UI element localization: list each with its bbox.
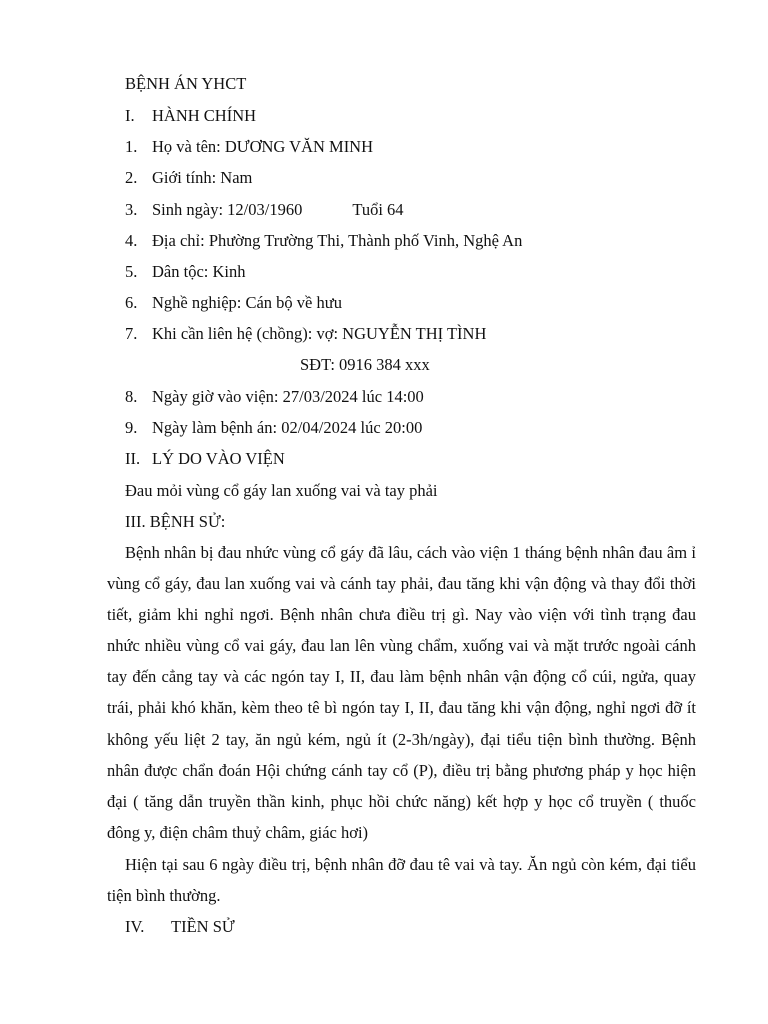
item-text: Dân tộc: Kinh — [152, 262, 246, 281]
history-paragraph-2: Hiện tại sau 6 ngày điều trị, bệnh nhân đỡ đau tê vai và tay. Ăn ngủ còn kém, đại tiểu tiện bình thường. — [107, 855, 696, 906]
section-number: I. — [125, 106, 135, 125]
info-item-name — [125, 137, 373, 157]
item-number: 8. — [125, 387, 138, 406]
item-text: Nghề nghiệp: Cán bộ về hưu — [152, 293, 342, 312]
item-number: 4. — [125, 231, 138, 250]
item-number: 2. — [125, 168, 138, 187]
section-heading-administrative — [125, 106, 256, 126]
section-title: TIỀN SỬ — [171, 917, 235, 936]
info-item-ethnicity — [125, 262, 245, 282]
section-heading-reason — [125, 449, 285, 469]
info-item-admission-time — [125, 387, 424, 407]
item-text: Họ và tên: DƯƠNG VĂN MINH — [152, 137, 374, 156]
item-text: Ngày giờ vào viện: 27/03/2024 lúc 14:00 — [152, 387, 424, 406]
item-number: 9. — [125, 418, 138, 437]
item-number: 6. — [125, 293, 138, 312]
item-text: Địa chỉ: Phường Trường Thi, Thành phố Vinh, Nghệ An — [152, 231, 523, 250]
item-text: Giới tính: Nam — [152, 168, 253, 187]
item-number: 5. — [125, 262, 138, 281]
section-number: IV. — [125, 917, 145, 936]
item-number: 1. — [125, 137, 138, 156]
item-text: Sinh ngày: 12/03/1960 — [152, 200, 303, 219]
contact-phone: SĐT: 0916 384 xxx — [300, 355, 430, 374]
item-number: 7. — [125, 324, 138, 343]
item-text: Ngày làm bệnh án: 02/04/2024 lúc 20:00 — [152, 418, 423, 437]
info-item-address — [125, 231, 522, 251]
section-title: HÀNH CHÍNH — [152, 106, 257, 125]
history-paragraph-1: Bệnh nhân bị đau nhức vùng cổ gáy đã lâu, cách vào viện 1 tháng bệnh nhân đau âm ỉ vùng cổ gáy, đau lan xuống vai và cánh tay phải, đau tăng khi vận động và thay đổi thời tiết, giảm khi nghỉ ngơi. Bệnh nhân chưa điều trị gì. Nay vào viện với tình trạng đau nhức nhiều vùng cổ vai gáy, đau lan lên vùng chẩm, xuống vai và mặt trước ngoài cánh tay đến cẳng tay và các ngón tay I, II, đau làm bệnh nhân vận động cổ cúi, ngửa, quay trái, phải khó khăn, kèm theo tê bì ngón tay I, II, đau tăng khi vận động, nghỉ ngơi đỡ ít không yếu liệt 2 tay, ăn ngủ kém, ngủ ít (2-3h/ngày), đại tiểu tiện bình thường. Bệnh nhân được chẩn đoán Hội chứng cánh tay cổ (P), điều trị bằng phương pháp y học hiện đại ( tăng dẫn truyền thần kinh, phục hồi chức năng) kết hợp y học cổ truyền ( thuốc đông y, điện châm thuỷ châm, giác hơi) — [107, 543, 696, 842]
section-title: LÝ DO VÀO VIỆN — [152, 449, 285, 468]
item-text: Khi cần liên hệ (chồng): vợ: NGUYỄN THỊ TÌNH — [152, 324, 487, 343]
document-title: BỆNH ÁN YHCT — [125, 74, 247, 93]
info-item-birthdate — [125, 200, 404, 220]
section-number: II. — [125, 449, 141, 468]
info-item-contact — [125, 324, 486, 344]
info-item-gender — [125, 168, 252, 188]
section-heading-past-history — [125, 917, 235, 937]
reason-content: Đau mỏi vùng cổ gáy lan xuống vai và tay phải — [125, 481, 438, 500]
item-number: 3. — [125, 200, 138, 219]
info-item-occupation — [125, 293, 342, 313]
info-item-record-date — [125, 418, 422, 438]
item-age: Tuổi 64 — [352, 200, 404, 219]
section-heading-history: III. BỆNH SỬ: — [125, 512, 226, 531]
